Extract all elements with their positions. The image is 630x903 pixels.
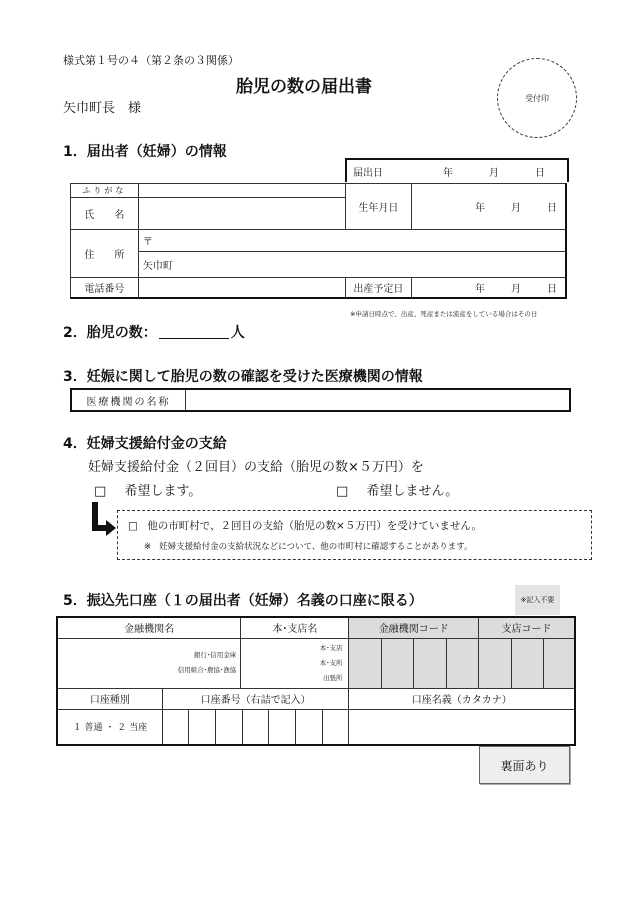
branch-code-label: 支店コード (479, 617, 575, 638)
bank-code-cell (414, 638, 446, 688)
fetus-count-input[interactable] (159, 322, 229, 339)
addressee: 矢巾町長 様 (63, 101, 142, 116)
branch-name-input[interactable] (241, 638, 349, 688)
birthdate-label: 生年月日 (345, 184, 411, 230)
account-name-label: 口座名義（カタカナ） (349, 688, 575, 709)
account-digit-cell[interactable] (322, 710, 349, 744)
section2-heading (63, 322, 245, 342)
branch-type-2: 本･支所 (319, 658, 343, 667)
stamp-label: 受付印 (525, 93, 549, 103)
turn-arrow-icon (88, 500, 118, 542)
branch-code-cell (511, 638, 543, 688)
birth-year: 年 (475, 203, 485, 214)
confirmation-note: ※ 妊婦支援給付金の支給状況などについて、他の市町村に確認することがあります。 (144, 542, 473, 552)
account-digit-cell[interactable] (215, 710, 242, 744)
phone-label: 電話番号 (71, 278, 139, 298)
wish-checkbox[interactable]: □ (94, 484, 107, 499)
bank-code-label: 金融機関コード (349, 617, 479, 638)
section3-heading: 3．妊娠に関して胎児の数の確認を受けた医療機関の情報 (63, 369, 423, 385)
birth-day: 日 (547, 203, 557, 214)
phone-input[interactable] (138, 278, 345, 298)
medical-institution-input[interactable] (186, 390, 569, 410)
due-year: 年 (475, 283, 485, 295)
filing-day: 日 (535, 167, 545, 179)
no-wish-label: 希望しません。 (366, 484, 459, 499)
furigana-input[interactable] (138, 184, 345, 198)
branch-code-cell (543, 638, 575, 688)
account-number-input[interactable] (162, 709, 349, 745)
filing-year: 年 (443, 167, 453, 179)
due-month: 月 (511, 283, 521, 295)
other-municipality-text: 他の市町村で、２回目の支給（胎児の数×５万円）を受けていません。 (147, 520, 482, 532)
town-name: 矢巾町 (142, 261, 173, 272)
medical-institution-box (70, 388, 571, 412)
due-date-label: 出産予定日 (345, 278, 411, 298)
bank-name-input[interactable] (57, 638, 241, 688)
address-input[interactable] (138, 252, 566, 278)
account-name-input[interactable] (349, 709, 575, 745)
furigana-label: ふりがな (71, 184, 139, 198)
account-digit-cell[interactable] (242, 710, 269, 744)
bank-code-cell (349, 638, 381, 688)
applicant-table (70, 183, 567, 299)
filing-month: 月 (489, 167, 499, 179)
option-wish[interactable] (94, 480, 201, 499)
name-input[interactable] (138, 198, 345, 230)
fetus-count-label: 2．胎児の数： (63, 325, 157, 341)
bank-account-table (56, 616, 576, 746)
bank-code-cell (381, 638, 413, 688)
reverse-side-button[interactable]: 裏面あり (479, 746, 570, 784)
bank-types-1: 銀行･信用金庫 (193, 651, 237, 659)
wish-label: 希望します。 (124, 484, 202, 499)
due-date-note: ※申請日時点で、出産、死産または流産をしている場合はその日 (350, 310, 538, 318)
birth-month: 月 (511, 203, 521, 214)
address-label: 住 所 (71, 230, 139, 278)
bank-code-cell (446, 638, 478, 688)
postal-mark: 〒 (142, 237, 153, 248)
reception-stamp-area (497, 58, 577, 138)
benefit-sentence: 妊婦支援給付金（２回目）の支給（胎児の数×５万円）を (88, 460, 424, 475)
account-digit-cell[interactable] (188, 710, 215, 744)
branch-type-1: 本･支店 (319, 643, 343, 652)
page-title: 胎児の数の届出書 (236, 77, 372, 97)
name-label: 氏 名 (71, 198, 139, 230)
filing-date-box (345, 158, 569, 182)
no-fill-note: ※記入不要 (515, 585, 560, 615)
branch-name-label: 本･支店名 (241, 617, 349, 638)
no-wish-checkbox[interactable]: □ (336, 484, 349, 499)
other-municipality-row[interactable] (128, 518, 482, 533)
other-municipality-box (117, 510, 592, 560)
option-no-wish[interactable] (336, 480, 458, 499)
due-day: 日 (547, 283, 557, 295)
fetus-count-unit: 人 (230, 325, 245, 341)
account-type-options[interactable]: １ 普通 ・ ２ 当座 (57, 709, 162, 745)
section1-heading: 1．届出者（妊婦）の情報 (63, 144, 227, 160)
account-digit-cell[interactable] (268, 710, 295, 744)
bank-name-label: 金融機関名 (57, 617, 241, 638)
filing-date-label: 届出日 (353, 167, 383, 179)
branch-code-cell (479, 638, 511, 688)
account-digit-cell[interactable] (295, 710, 322, 744)
account-number-label: 口座番号（右詰で記入） (162, 688, 349, 709)
account-digit-cell[interactable] (163, 710, 189, 744)
medical-institution-label: 医療機関の名称 (72, 390, 186, 410)
section4-heading: 4．妊婦支援給付金の支給 (63, 436, 227, 452)
branch-type-3: 出張所 (322, 673, 343, 682)
section5-heading: 5．振込先口座（１の届出者（妊婦）名義の口座に限る） (63, 593, 423, 609)
form-number: 様式第１号の４（第２条の３関係） (63, 54, 239, 67)
bank-types-2: 信用組合･農協･漁協 (177, 666, 237, 674)
account-type-label: 口座種別 (57, 688, 162, 709)
postal-code-input[interactable] (138, 230, 566, 252)
other-municipality-checkbox[interactable]: □ (128, 520, 138, 532)
birthdate-input[interactable] (411, 184, 566, 230)
due-date-input[interactable] (411, 278, 566, 298)
